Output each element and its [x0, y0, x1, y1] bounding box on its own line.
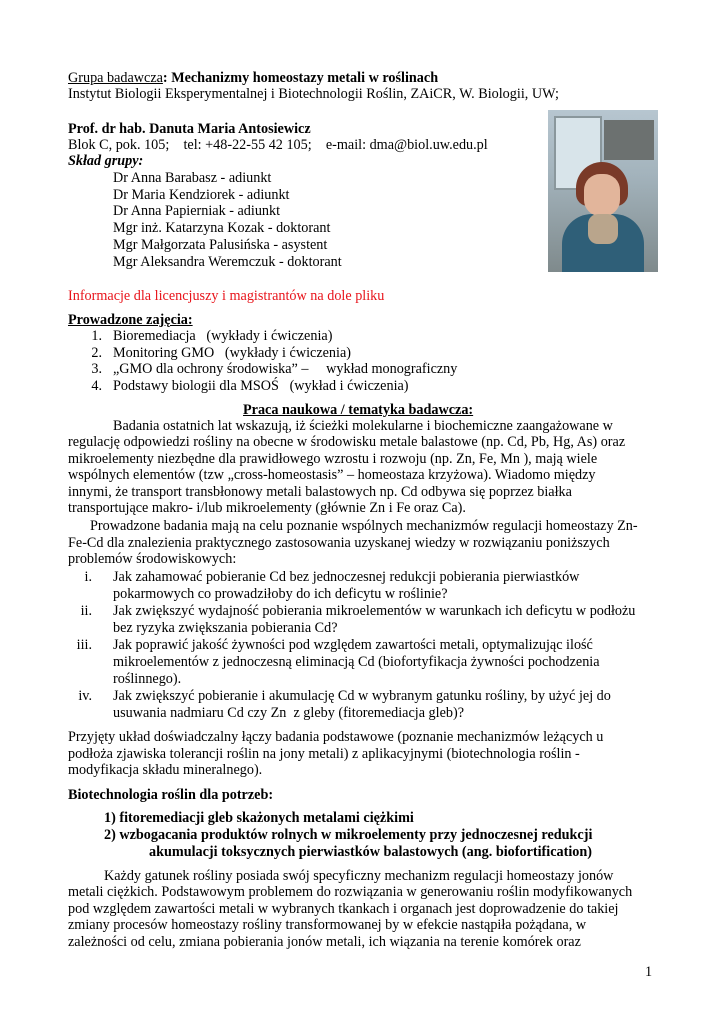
team-member: Mgr Aleksandra Weremczuk - doktorant: [113, 254, 342, 270]
paragraph-line: modyfikacja składu mineralnego).: [68, 762, 263, 778]
research-heading: Praca naukowa / tematyka badawcza:: [243, 402, 474, 418]
paragraph-line: wspólnych elementów (tzw „cross-homeostasis” – homeostaza krzyżowa). Wiadomo między: [68, 467, 596, 483]
list-item: Jak zwiększyć pobieranie i akumulację Cd w wybranym gatunku rośliny, by użyć jej do: [113, 688, 611, 704]
paragraph-line: Fe-Cd dla znalezienia praktycznego zastosowania uzyskanej wiedzy w rozwiązaniu poniższych: [68, 535, 610, 551]
list-item: Jak poprawić jakość żywności pod względem zawartości metali, optymalizując ilość: [113, 637, 593, 653]
team-member: Dr Maria Kendziorek - adiunkt: [113, 187, 290, 203]
page-number: 1: [645, 964, 653, 980]
team-member: Mgr Małgorzata Palusińska - asystent: [113, 237, 328, 253]
group-title: : Mechanizmy homeostazy metali w roślinach: [162, 70, 439, 86]
notice-text: Informacje dla licencjuszy i magistrantów na dole pliku: [68, 288, 385, 304]
paragraph-line: metali ciężkich. Podstawowym problemem do rozwiązania w generowaniu roślin modyfikowanych: [68, 884, 633, 900]
paragraph-line: Badania ostatnich lat wskazują, iż ścieżki molekularne i biochemiczne zaangażowane w: [113, 418, 613, 434]
biotech-heading: Biotechnologia roślin dla potrzeb:: [68, 787, 274, 803]
paragraph-line: Prowadzone badania mają na celu poznanie wspólnych mechanizmów regulacji homeostazy Zn-: [90, 518, 638, 534]
list-number: iv.: [78, 688, 92, 704]
biotech-item: 2) wzbogacania produktów rolnych w mikroelementy przy jednoczesnej redukcji: [104, 827, 593, 843]
header-line: [68, 70, 438, 87]
biotech-item: akumulacji toksycznych pierwiastków balastowych (ang. biofortification): [149, 844, 592, 860]
list-item: usuwania nadmiaru Cd czy Zn z gleby (fitoremediacja gleb)?: [113, 705, 465, 721]
list-number: 2.: [91, 345, 102, 361]
list-item: mikroelementów z jednoczesną eliminacją Cd (biofortyfikacja żywności pochodzenia: [113, 654, 600, 670]
professor-name: Prof. dr hab. Danuta Maria Antosiewicz: [68, 121, 311, 137]
list-item: Podstawy biologii dla MSOŚ (wykład i ćwiczenia): [113, 378, 409, 394]
list-item: Bioremediacja (wykłady i ćwiczenia): [113, 328, 333, 344]
paragraph-line: pod względem zawartości metali w wybranych tkankach i organach jest doprowadzenie do takiej: [68, 901, 619, 917]
list-item: Jak zwiększyć wydajność pobierania mikroelementów w warunkach ich deficytu w podłożu: [113, 603, 636, 619]
list-number: 4.: [91, 378, 102, 394]
list-item: bez ryzyka zwiększania pobierania Cd?: [113, 620, 338, 636]
team-member: Mgr inż. Katarzyna Kozak - doktorant: [113, 220, 331, 236]
institute: Instytut Biologii Eksperymentalnej i Biotechnologii Roślin, ZAiCR, W. Biologii, UW;: [68, 86, 559, 102]
paragraph-line: innymi, że transport transbłonowy metali balastowych np. Cd odbywa się poprzez białka: [68, 484, 572, 500]
paragraph-line: problemów środowiskowych:: [68, 551, 237, 567]
team-member: Dr Anna Barabasz - adiunkt: [113, 170, 272, 186]
list-item: Monitoring GMO (wykłady i ćwiczenia): [113, 345, 351, 361]
biotech-item: 1) fitoremediacji gleb skażonych metalami ciężkimi: [104, 810, 414, 826]
paragraph-line: transportujące makro- i/lub mikroelementy (głównie Zn i Fe oraz Ca).: [68, 500, 466, 516]
team-heading: Skład grupy:: [68, 153, 144, 169]
paragraph-line: podłoża zjawiska tolerancji roślin na jony metali) z aplikacyjnymi (biotechnologia roślin -: [68, 746, 580, 762]
list-number: iii.: [76, 637, 92, 653]
team-member: Dr Anna Papierniak - adiunkt: [113, 203, 281, 219]
paragraph-line: regulację odpowiedzi rośliny na obecne w środowisku metale balastowe (np. Cd, Pb, Hg, As) oraz: [68, 434, 626, 450]
list-number: 3.: [91, 361, 102, 377]
list-number: i.: [84, 569, 92, 585]
portrait-photo: [548, 110, 658, 272]
group-label: Grupa badawcza: [68, 70, 163, 86]
contact-details: Blok C, pok. 105; tel: +48-22-55 42 105; e-mail: dma@biol.uw.edu.pl: [68, 137, 488, 153]
paragraph-line: Każdy gatunek rośliny posiada swój specyficzny mechanizm regulacji homeostazy jonów: [104, 868, 614, 884]
paragraph-line: mikroelementy niezbędne dla prawidłowego wzrostu i rozwoju (np. Zn, Fe, Mn ), mają wiele: [68, 451, 598, 467]
paragraph-line: zależności od celu, zmiana pobierania jonów metali, ich wiązania na terenie komórek oraz: [68, 934, 581, 950]
list-item: Jak zahamować pobieranie Cd bez jednoczesnej redukcji pobierania pierwiastków: [113, 569, 580, 585]
list-number: 1.: [91, 328, 102, 344]
classes-heading: Prowadzone zajęcia:: [68, 312, 193, 328]
list-item: pokarmowych co prowadziłoby do ich deficytu w roślinie?: [113, 586, 448, 602]
paragraph-line: Przyjęty układ doświadczalny łączy badania podstawowe (poznanie mechanizmów leżących u: [68, 729, 604, 745]
list-item: „GMO dla ochrony środowiska” – wykład monograficzny: [113, 361, 458, 377]
paragraph-line: zmiany procesów homeostazy rośliny transformowanej by w efekcie nastąpiła pożądana, w: [68, 917, 587, 933]
list-number: ii.: [80, 603, 92, 619]
list-item: roślinnego).: [113, 671, 182, 687]
